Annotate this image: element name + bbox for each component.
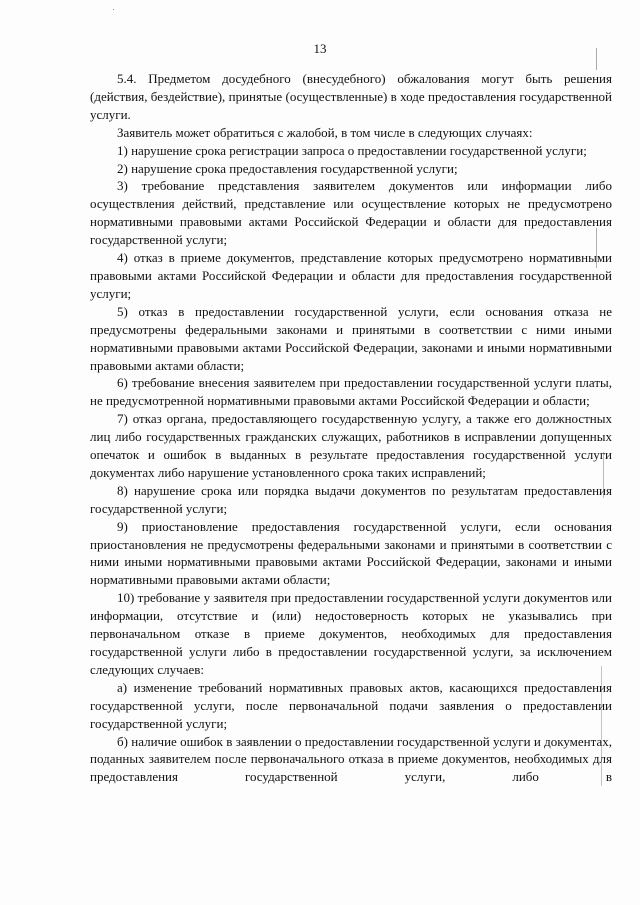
list-item-5: 5) отказ в предоставлении государственной услуги, если основания отказа не предусмотрены федеральными законами и принятыми в соответствии с ними иными нормативными правовыми актами Российской Федерации, законами и иными нормативными правовыми актами области; [90,303,612,373]
sub-item-a: а) изменение требований нормативных правовых актов, касающихся предоставления государственной услуги, после первоначальной подачи заявления о предоставлении государственной услуги; [90,679,612,731]
paragraph-5-4: 5.4. Предметом досудебного (внесудебного) обжалования могут быть решения (действия, бездействие), принятые (осуществленные) в ходе предоставления государственной услуги. [90,71,612,122]
sub-item-b: б) наличие ошибок в заявлении о предоставлении государственной услуги и документах, поданных заявителем после первоначального отказа в приеме документов, необходимых для предоставления государственной услуги, либо в [90,733,612,785]
list-item-1: 1) нарушение срока регистрации запроса о предоставлении государственной услуги; [117,142,587,158]
paragraph-cases-intro: Заявитель может обратиться с жалобой, в том числе в следующих случаях: [117,124,533,140]
scan-speck [113,9,114,10]
list-item-7: 7) отказ органа, предоставляющего государственную услугу, а также его должностных лиц либо государственных гражданских служащих, работников в исправлении допущенных опечаток и ошибок в выданных в результате предоставления государственной услуги документах либо нарушение установленного срока таких исправлений; [90,411,612,480]
list-item-10: 10) требование у заявителя при предоставлении государственной услуги документов или информации, отсутствие и (или) недостоверность которых не указывались при первоначальном отказе в приеме документов, необходимых для предоставления государственной услуги либо в предоставлении государственной услуги, за исключением следующих случаев: [90,590,612,677]
page-number: 13 [313,41,327,56]
list-item-8: 8) нарушение срока или порядка выдачи документов по результатам предоставления государственной услуги; [90,482,612,516]
scan-artifact-line [603,452,604,498]
list-item-4: 4) отказ в приеме документов, представление которых предусмотрено нормативными правовыми актами Российской Федерации и области для предоставления государственной услуги; [90,250,612,301]
list-item-2: 2) нарушение срока предоставления государственной услуги; [117,160,458,176]
scan-artifact-line [601,666,602,786]
scan-artifact-line [596,228,597,268]
list-item-3: 3) требование представления заявителем документов или информации либо осуществления действий, представление или осуществление которых не предусмотрено нормативными правовыми актами Российской Федерации и области для предоставления государственной услуги; [90,178,612,248]
scan-artifact-line [596,48,597,70]
list-item-6: 6) требование внесения заявителем при предоставлении государственной услуги платы, не предусмотренной нормативными правовыми актами Российской Федерации и области; [90,375,612,409]
document-body [90,70,612,786]
list-item-9: 9) приостановление предоставления государственной услуги, если основания приостановления не предусмотрены федеральными законами и принятыми в соответствии с ними иными нормативными правовыми актами Российской Федерации, законами и иными нормативными правовыми актами области; [90,518,612,588]
